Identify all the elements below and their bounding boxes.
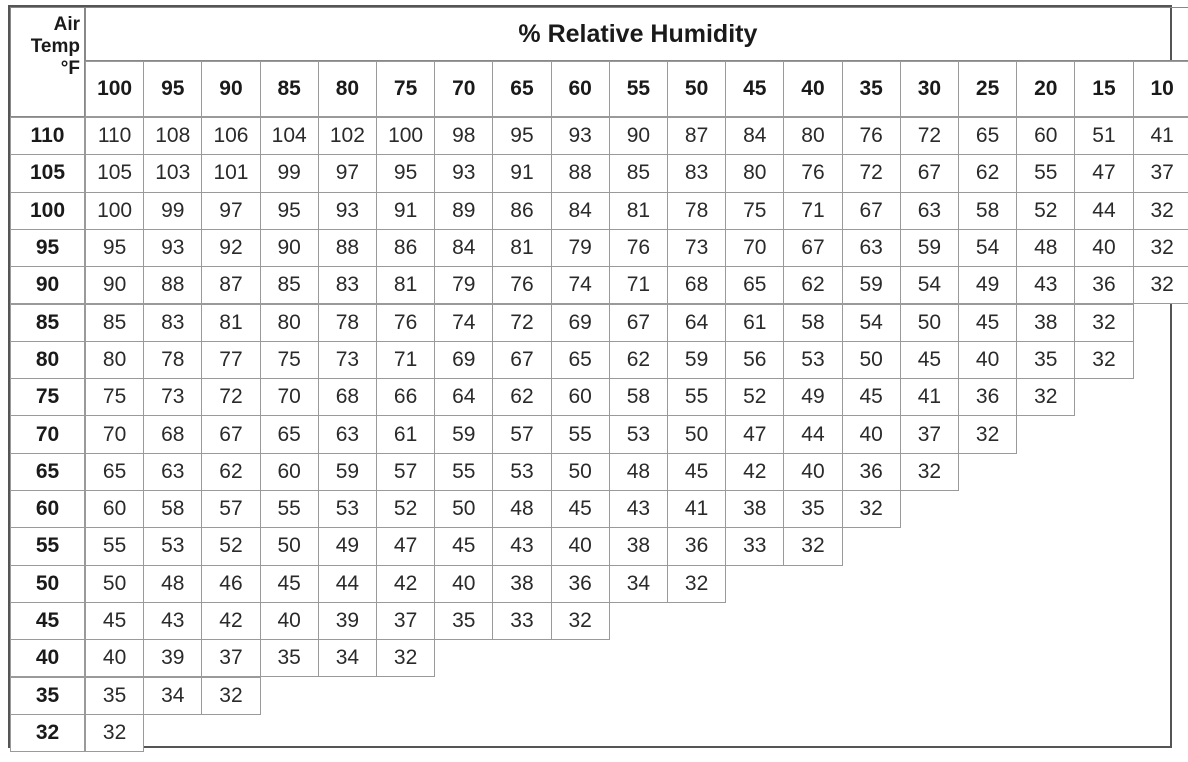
table-cell: 49 xyxy=(958,266,1017,304)
table-cell: 68 xyxy=(318,378,377,416)
table-cell: 55 xyxy=(551,415,610,453)
table-cell: 57 xyxy=(492,415,551,453)
table-cell: 34 xyxy=(143,677,202,715)
table-cell: 54 xyxy=(958,229,1017,267)
table-cell: 101 xyxy=(201,154,260,192)
table-cell: 38 xyxy=(725,490,784,528)
table-cell: 42 xyxy=(725,453,784,491)
table-cell: 52 xyxy=(725,378,784,416)
table-cell: 36 xyxy=(551,565,610,603)
table-cell: 57 xyxy=(201,490,260,528)
table-cell: 80 xyxy=(783,117,842,155)
table-cell: 80 xyxy=(85,341,144,379)
table-cell: 97 xyxy=(201,192,260,230)
table-cell: 83 xyxy=(318,266,377,304)
corner-line-unit: °F xyxy=(60,58,80,79)
table-cell: 52 xyxy=(376,490,435,528)
table-cell: 43 xyxy=(143,602,202,640)
table-cell: 90 xyxy=(260,229,319,267)
table-cell: 79 xyxy=(551,229,610,267)
table-cell: 53 xyxy=(318,490,377,528)
humidity-header-70: 70 xyxy=(434,61,493,117)
humidity-header-45: 45 xyxy=(725,61,784,117)
humidity-header-55: 55 xyxy=(609,61,668,117)
table-cell: 40 xyxy=(260,602,319,640)
table-cell: 65 xyxy=(85,453,144,491)
table-cell: 59 xyxy=(434,415,493,453)
table-cell: 60 xyxy=(1016,117,1075,155)
table-cell: 93 xyxy=(318,192,377,230)
table-cell: 108 xyxy=(143,117,202,155)
table-cell: 62 xyxy=(783,266,842,304)
table-cell: 70 xyxy=(260,378,319,416)
table-cell: 81 xyxy=(201,304,260,342)
table-cell: 46 xyxy=(201,565,260,603)
table-cell: 55 xyxy=(434,453,493,491)
table-cell: 47 xyxy=(725,415,784,453)
table-cell: 36 xyxy=(1074,266,1133,304)
table-cell: 78 xyxy=(318,304,377,342)
table-cell: 78 xyxy=(143,341,202,379)
table-cell: 54 xyxy=(842,304,901,342)
table-cell: 42 xyxy=(201,602,260,640)
table-cell: 68 xyxy=(667,266,726,304)
humidity-header-35: 35 xyxy=(842,61,901,117)
humidity-table xyxy=(8,5,1172,748)
table-cell: 72 xyxy=(842,154,901,192)
table-cell: 37 xyxy=(376,602,435,640)
table-cell: 74 xyxy=(551,266,610,304)
table-cell: 80 xyxy=(260,304,319,342)
table-cell: 73 xyxy=(143,378,202,416)
table-cell: 76 xyxy=(842,117,901,155)
table-cell: 32 xyxy=(1074,304,1133,342)
table-cell: 60 xyxy=(85,490,144,528)
table-cell: 83 xyxy=(667,154,726,192)
table-cell: 52 xyxy=(1016,192,1075,230)
table-cell: 40 xyxy=(842,415,901,453)
table-cell: 45 xyxy=(260,565,319,603)
table-cell: 51 xyxy=(1074,117,1133,155)
table-cell: 67 xyxy=(201,415,260,453)
table-cell: 66 xyxy=(376,378,435,416)
air-temp-row-header: 110 xyxy=(10,117,85,155)
table-cell: 84 xyxy=(725,117,784,155)
table-cell: 44 xyxy=(1074,192,1133,230)
table-cell: 32 xyxy=(85,714,144,752)
table-cell: 85 xyxy=(85,304,144,342)
table-cell: 39 xyxy=(318,602,377,640)
table-cell: 75 xyxy=(85,378,144,416)
table-cell: 65 xyxy=(260,415,319,453)
humidity-header-75: 75 xyxy=(376,61,435,117)
table-cell: 32 xyxy=(376,639,435,677)
table-cell: 90 xyxy=(85,266,144,304)
air-temp-row-header: 60 xyxy=(10,490,85,528)
table-cell: 61 xyxy=(725,304,784,342)
table-cell: 93 xyxy=(551,117,610,155)
table-cell: 67 xyxy=(783,229,842,267)
table-cell: 55 xyxy=(1016,154,1075,192)
table-cell: 63 xyxy=(900,192,959,230)
table-cell: 69 xyxy=(434,341,493,379)
table-cell: 61 xyxy=(376,415,435,453)
table-cell: 49 xyxy=(318,527,377,565)
table-cell: 65 xyxy=(725,266,784,304)
table-cell: 43 xyxy=(492,527,551,565)
table-cell: 58 xyxy=(609,378,668,416)
table-cell: 42 xyxy=(376,565,435,603)
table-cell: 32 xyxy=(783,527,842,565)
table-cell: 91 xyxy=(492,154,551,192)
table-cell: 37 xyxy=(201,639,260,677)
table-cell: 73 xyxy=(318,341,377,379)
air-temp-row-header: 55 xyxy=(10,527,85,565)
table-cell: 106 xyxy=(201,117,260,155)
table-cell: 58 xyxy=(783,304,842,342)
table-cell: 41 xyxy=(667,490,726,528)
table-cell: 91 xyxy=(376,192,435,230)
table-cell: 93 xyxy=(143,229,202,267)
table-cell: 88 xyxy=(551,154,610,192)
table-cell: 53 xyxy=(783,341,842,379)
table-cell: 41 xyxy=(900,378,959,416)
table-cell: 102 xyxy=(318,117,377,155)
table-cell: 55 xyxy=(260,490,319,528)
table-cell: 34 xyxy=(609,565,668,603)
table-cell: 74 xyxy=(434,304,493,342)
table-cell: 80 xyxy=(725,154,784,192)
table-cell: 69 xyxy=(551,304,610,342)
table-cell: 64 xyxy=(434,378,493,416)
table-cell: 84 xyxy=(434,229,493,267)
table-cell: 38 xyxy=(1016,304,1075,342)
table-cell: 32 xyxy=(842,490,901,528)
table-cell: 59 xyxy=(900,229,959,267)
table-cell: 40 xyxy=(1074,229,1133,267)
air-temp-row-header: 32 xyxy=(10,714,85,752)
table-cell: 81 xyxy=(492,229,551,267)
table-cell: 95 xyxy=(376,154,435,192)
table-cell: 36 xyxy=(842,453,901,491)
table-cell: 72 xyxy=(201,378,260,416)
table-cell: 98 xyxy=(434,117,493,155)
table-cell: 62 xyxy=(201,453,260,491)
table-cell: 48 xyxy=(143,565,202,603)
table-cell: 43 xyxy=(1016,266,1075,304)
table-cell: 35 xyxy=(85,677,144,715)
table-cell: 62 xyxy=(958,154,1017,192)
table-cell: 45 xyxy=(842,378,901,416)
table-cell: 32 xyxy=(1074,341,1133,379)
table-cell: 53 xyxy=(609,415,668,453)
table-cell: 104 xyxy=(260,117,319,155)
table-cell: 73 xyxy=(667,229,726,267)
table-cell: 50 xyxy=(551,453,610,491)
table-cell: 85 xyxy=(260,266,319,304)
table-cell: 40 xyxy=(551,527,610,565)
table-title: % Relative Humidity xyxy=(85,7,1188,61)
table-cell: 76 xyxy=(609,229,668,267)
table-cell: 100 xyxy=(85,192,144,230)
table-cell: 32 xyxy=(201,677,260,715)
table-cell: 110 xyxy=(85,117,144,155)
table-cell: 76 xyxy=(376,304,435,342)
table-cell: 40 xyxy=(958,341,1017,379)
table-cell: 99 xyxy=(143,192,202,230)
air-temp-row-header: 75 xyxy=(10,378,85,416)
table-cell: 71 xyxy=(783,192,842,230)
table-cell: 67 xyxy=(842,192,901,230)
table-cell: 33 xyxy=(725,527,784,565)
table-cell: 70 xyxy=(725,229,784,267)
table-cell: 32 xyxy=(1133,266,1188,304)
table-cell: 59 xyxy=(842,266,901,304)
table-cell: 79 xyxy=(434,266,493,304)
table-cell: 75 xyxy=(260,341,319,379)
air-temp-row-header: 50 xyxy=(10,565,85,603)
table-cell: 50 xyxy=(842,341,901,379)
table-cell: 35 xyxy=(783,490,842,528)
table-cell: 95 xyxy=(492,117,551,155)
table-cell: 47 xyxy=(376,527,435,565)
table-cell: 95 xyxy=(260,192,319,230)
table-cell: 54 xyxy=(900,266,959,304)
table-cell: 76 xyxy=(783,154,842,192)
table-cell: 62 xyxy=(492,378,551,416)
table-cell: 103 xyxy=(143,154,202,192)
table-cell: 41 xyxy=(1133,117,1188,155)
table-cell: 86 xyxy=(376,229,435,267)
table-cell: 55 xyxy=(667,378,726,416)
table-cell: 68 xyxy=(143,415,202,453)
table-cell: 65 xyxy=(551,341,610,379)
table-cell: 45 xyxy=(900,341,959,379)
table-cell: 76 xyxy=(492,266,551,304)
table-cell: 56 xyxy=(725,341,784,379)
table-cell: 48 xyxy=(1016,229,1075,267)
table-cell: 37 xyxy=(900,415,959,453)
table-cell: 60 xyxy=(260,453,319,491)
humidity-header-100: 100 xyxy=(85,61,144,117)
corner-line-temp: Temp xyxy=(30,36,80,57)
table-cell: 60 xyxy=(551,378,610,416)
humidity-header-80: 80 xyxy=(318,61,377,117)
table-cell: 49 xyxy=(783,378,842,416)
table-cell: 72 xyxy=(492,304,551,342)
humidity-header-90: 90 xyxy=(201,61,260,117)
humidity-header-30: 30 xyxy=(900,61,959,117)
humidity-header-65: 65 xyxy=(492,61,551,117)
table-cell: 78 xyxy=(667,192,726,230)
table-cell: 70 xyxy=(85,415,144,453)
table-cell: 35 xyxy=(434,602,493,640)
humidity-header-50: 50 xyxy=(667,61,726,117)
table-cell: 32 xyxy=(551,602,610,640)
table-cell: 67 xyxy=(609,304,668,342)
table-cell: 88 xyxy=(318,229,377,267)
humidity-header-15: 15 xyxy=(1074,61,1133,117)
table-cell: 40 xyxy=(85,639,144,677)
table-cell: 65 xyxy=(958,117,1017,155)
table-cell: 84 xyxy=(551,192,610,230)
air-temp-row-header: 45 xyxy=(10,602,85,640)
table-cell: 92 xyxy=(201,229,260,267)
table-cell: 105 xyxy=(85,154,144,192)
table-cell: 59 xyxy=(318,453,377,491)
table-cell: 44 xyxy=(783,415,842,453)
table-cell: 45 xyxy=(958,304,1017,342)
table-cell: 64 xyxy=(667,304,726,342)
table-cell: 57 xyxy=(376,453,435,491)
table-cell: 71 xyxy=(376,341,435,379)
table-cell: 62 xyxy=(609,341,668,379)
table-cell: 72 xyxy=(900,117,959,155)
table-cell: 34 xyxy=(318,639,377,677)
table-cell: 32 xyxy=(958,415,1017,453)
air-temp-row-header: 35 xyxy=(10,677,85,715)
table-cell: 53 xyxy=(143,527,202,565)
table-cell: 45 xyxy=(667,453,726,491)
table-cell: 36 xyxy=(667,527,726,565)
table-cell: 32 xyxy=(1133,192,1188,230)
table-cell: 40 xyxy=(434,565,493,603)
table-cell: 32 xyxy=(667,565,726,603)
table-cell: 87 xyxy=(201,266,260,304)
table-cell: 44 xyxy=(318,565,377,603)
table-cell: 71 xyxy=(609,266,668,304)
table-cell: 38 xyxy=(609,527,668,565)
humidity-header-40: 40 xyxy=(783,61,842,117)
air-temp-row-header: 95 xyxy=(10,229,85,267)
table-cell: 97 xyxy=(318,154,377,192)
table-cell: 81 xyxy=(609,192,668,230)
table-cell: 89 xyxy=(434,192,493,230)
air-temp-row-header: 70 xyxy=(10,415,85,453)
table-cell: 39 xyxy=(143,639,202,677)
table-cell: 86 xyxy=(492,192,551,230)
table-cell: 55 xyxy=(85,527,144,565)
table-cell: 67 xyxy=(900,154,959,192)
table-cell: 58 xyxy=(958,192,1017,230)
table-cell: 53 xyxy=(492,453,551,491)
air-temp-row-header: 100 xyxy=(10,192,85,230)
air-temp-row-header: 40 xyxy=(10,639,85,677)
table-cell: 47 xyxy=(1074,154,1133,192)
table-cell: 35 xyxy=(260,639,319,677)
table-cell: 50 xyxy=(85,565,144,603)
table-cell: 90 xyxy=(609,117,668,155)
table-cell: 37 xyxy=(1133,154,1188,192)
humidity-header-85: 85 xyxy=(260,61,319,117)
table-cell: 100 xyxy=(376,117,435,155)
table-cell: 63 xyxy=(842,229,901,267)
table-cell: 50 xyxy=(667,415,726,453)
table-cell: 50 xyxy=(260,527,319,565)
table-cell: 63 xyxy=(143,453,202,491)
table-cell: 81 xyxy=(376,266,435,304)
table-cell: 67 xyxy=(492,341,551,379)
air-temp-row-header: 80 xyxy=(10,341,85,379)
air-temp-row-header: 105 xyxy=(10,154,85,192)
table-cell: 95 xyxy=(85,229,144,267)
table-cell: 48 xyxy=(492,490,551,528)
table-cell: 87 xyxy=(667,117,726,155)
table-cell: 99 xyxy=(260,154,319,192)
table-cell: 77 xyxy=(201,341,260,379)
table-cell: 45 xyxy=(85,602,144,640)
table-cell: 50 xyxy=(900,304,959,342)
table-cell: 36 xyxy=(958,378,1017,416)
humidity-header-95: 95 xyxy=(143,61,202,117)
table-cell: 32 xyxy=(1133,229,1188,267)
humidity-header-10: 10 xyxy=(1133,61,1188,117)
table-cell: 58 xyxy=(143,490,202,528)
table-cell: 32 xyxy=(900,453,959,491)
air-temp-row-header: 85 xyxy=(10,304,85,342)
table-cell: 45 xyxy=(551,490,610,528)
table-cell: 48 xyxy=(609,453,668,491)
table-cell: 63 xyxy=(318,415,377,453)
table-cell: 83 xyxy=(143,304,202,342)
table-cell: 35 xyxy=(1016,341,1075,379)
table-cell: 43 xyxy=(609,490,668,528)
table-cell: 40 xyxy=(783,453,842,491)
table-cell: 75 xyxy=(725,192,784,230)
humidity-header-25: 25 xyxy=(958,61,1017,117)
table-cell: 45 xyxy=(434,527,493,565)
corner-line-air: Air xyxy=(53,14,80,35)
table-cell: 33 xyxy=(492,602,551,640)
humidity-header-20: 20 xyxy=(1016,61,1075,117)
table-cell: 85 xyxy=(609,154,668,192)
table-cell: 52 xyxy=(201,527,260,565)
table-cell: 93 xyxy=(434,154,493,192)
table-cell: 88 xyxy=(143,266,202,304)
humidity-header-60: 60 xyxy=(551,61,610,117)
air-temp-corner-header xyxy=(10,7,85,117)
table-cell: 32 xyxy=(1016,378,1075,416)
air-temp-row-header: 90 xyxy=(10,266,85,304)
table-cell: 50 xyxy=(434,490,493,528)
table-cell: 59 xyxy=(667,341,726,379)
air-temp-row-header: 65 xyxy=(10,453,85,491)
table-cell: 38 xyxy=(492,565,551,603)
